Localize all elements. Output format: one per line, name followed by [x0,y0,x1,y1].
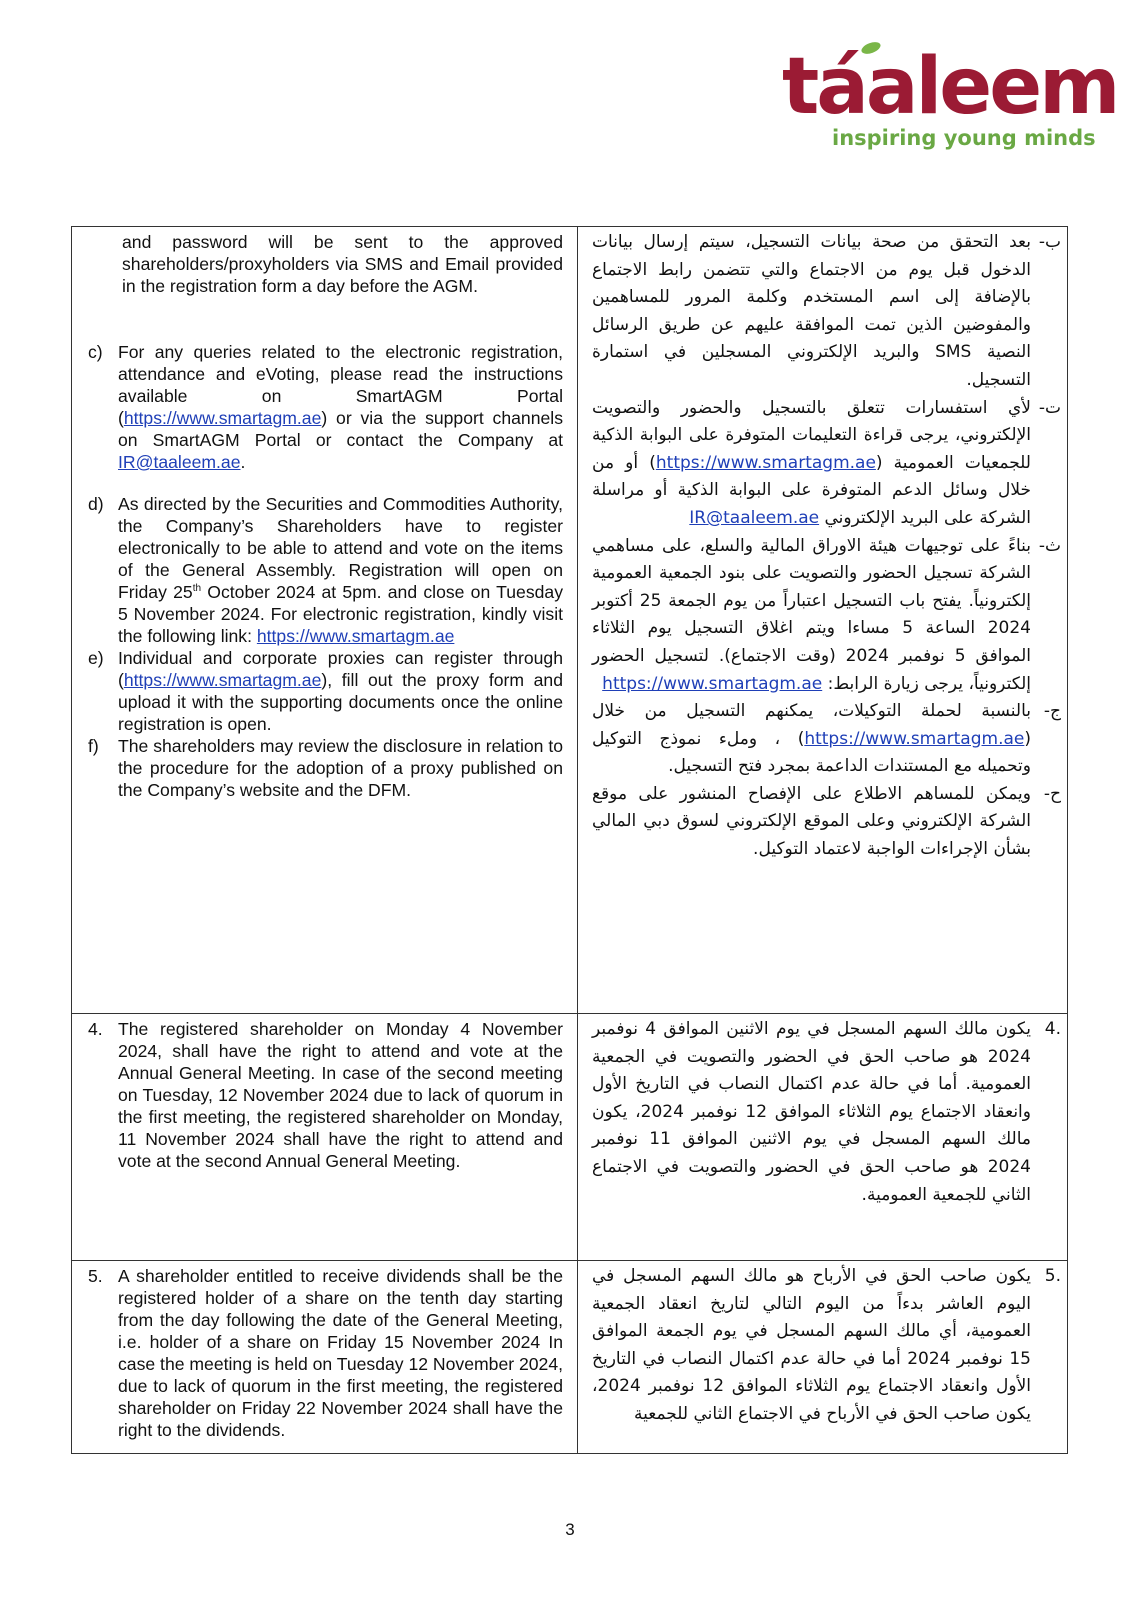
item-d [88,493,563,647]
item-label: 4. [88,1019,103,1039]
ir-email-link[interactable]: IR@taaleem.ae [118,452,241,472]
item-b-continuation: and password will be sent to the approved shareholders/proxyholders via SMS and Email provided in the registration form a day before the AGM. [122,232,563,296]
item-text: The registered shareholder on Monday 4 November 2024, shall have the right to attend and vote at the Annual General Meeting. In case of the second meeting on Tuesday, 12 November 2024 due to lack of quorum in the first meeting, the registered shareholder on Monday, 11 November 2024 shall have the right to attend and vote at the second Annual General Meeting. [118,1019,563,1171]
item-label: .4 [1044,1019,1061,1039]
item-text: . [240,452,246,472]
item-5 [88,1265,564,1441]
item-text: Individual and corporate proxies can register through ( [118,648,563,690]
item-label: 5. [88,1266,103,1286]
item-text: The shareholders may review the disclosure in relation to the procedure for the adoption of a proxy published on the Company’s website and the DFM. [118,736,563,800]
notice-table [71,226,1068,1454]
item-label: c) [88,342,103,362]
english-cell [72,227,578,1014]
item-text: ) ، وملء نموذج التوكيل وتحميله مع المستندات الداعمة بمجرد فتح التسجيل. [592,728,1031,777]
item-f [88,735,563,801]
item-label: ب- [1038,232,1061,252]
item-text: ) or via the support channels on SmartAGM Portal or contact the Company at [118,408,563,450]
item-label: ج- [1043,701,1061,722]
item-label: ح- [1043,783,1061,804]
smartagm-link[interactable]: https://www.smartagm.ae [655,452,876,473]
ar-item-b [592,229,1061,395]
smartagm-link[interactable]: https://www.smartagm.ae [123,408,322,428]
table-row [72,227,1068,1014]
item-text: بعد التحقق من صحة بيانات التسجيل، سيتم إرسال بيانات الدخول قبل يوم من الاجتماع والتي تتضمن رابط الاجتماع بالإضافة إلى اسم المستخدم وكلمة المرور للمساهمين والمفوضين الذين تمت الموافقة عليهم عن طريق الرسائل النصية SMS والبريد الإلكتروني المسجلين في استمارة التسجيل. [592,232,1031,390]
logo-wordmark: táaleem [782,42,1118,132]
smartagm-link[interactable]: https://www.smartagm.ae [256,626,455,646]
item-text: يكون مالك السهم المسجل في يوم الاثنين الموافق 4 نوفمبر 2024 هو صاحب الحق في الحضور والتصويت في الجمعية العمومية. أما في حالة عدم اكتمال النصاب في التاريخ الأول وانعقاد الاجتماع يوم الثلاثاء الموافق 12 نوفمبر 2024، يكون مالك السهم المسجل في يوم الاثنين الموافق 11 نوفمبر 2024 هو صاحب الحق في الحضور والتصويت في الاجتماع الثاني للجمعية العمومية. [592,1019,1031,1205]
item-text: لأي استفسارات تتعلق بالتسجيل والحضور والتصويت الإلكتروني، يرجى قراءة التعليمات المتوفرة على البوابة الذكية للجمعيات العمومية ( [592,397,1031,473]
item-4 [88,1018,563,1172]
smartagm-link[interactable]: https://www.smartagm.ae [602,673,823,694]
item-text: ), fill out the proxy form and upload it with the supporting documents once the online registration is open. [118,670,563,734]
ar-item-j [592,698,1061,781]
ar-item-t [592,395,1061,533]
page-number: 3 [565,1520,575,1539]
ar-item-h [592,781,1061,864]
item-text: As directed by the Securities and Commodities Authority, the Company’s Shareholders have to register electronically to be able to attend and vote on the items of the General Assembly. Registration will open on Friday 25 [118,494,563,602]
ar-item-4 [592,1016,1061,1209]
smartagm-link[interactable]: https://www.smartagm.ae [804,728,1025,749]
item-label: e) [88,648,104,668]
arabic-cell [578,1014,1068,1261]
taaleem-logo [770,40,1118,160]
item-text: ) أو من خلال وسائل الدعم المتوفرة على البوابة الذكية أو مراسلة الشركة على البريد الإلكتروني [592,452,1031,528]
item-text: For any queries related to the electronic registration, attendance and eVoting, please read the instructions available on SmartAGM Portal ( [118,342,563,428]
item-label: .5 [1044,1266,1061,1286]
item-label: d) [88,494,104,514]
item-text: بالنسبة لحملة التوكيلات، يمكنهم التسجيل من خلال ( [592,701,1031,749]
english-cell [72,1261,578,1454]
arabic-cell [578,227,1068,1014]
ar-item-5 [592,1263,1061,1429]
superscript: th [192,583,202,595]
item-label: f) [88,736,99,756]
item-c [88,341,563,473]
arabic-cell [578,1261,1068,1454]
item-text: October 2024 at 5pm. and close on Tuesday 5 November 2024. For electronic registration, kindly visit the following link: [118,582,563,646]
english-cell [72,1014,578,1261]
ar-item-th [592,533,1061,699]
item-label: ث- [1038,535,1061,556]
item-text: يكون صاحب الحق في الأرباح هو مالك السهم المسجل في اليوم العاشر بدءاً من اليوم التالي لتاريخ انعقاد الجمعية العمومية، أي مالك السهم المسجل في يوم الجمعة الموافق 15 نوفمبر 2024 أما في حالة عدم اكتمال النصاب في التاريخ الأول وانعقاد الاجتماع يوم الثلاثاء الموافق 12 نوفمبر 2024، يكون صاحب الحق في الأرباح في الاجتماع الثاني للجمعية [592,1266,1031,1424]
item-e [88,647,563,735]
item-text: A shareholder entitled to receive dividends shall be the registered holder of a share on the tenth day starting from the day following the date of the General Meeting, i.e. holder of a share on Friday 15 November 2024 In case the meeting is held on Tuesday 12 November 2024, due to lack of quorum in the first meeting, the registered shareholder on Friday 22 November 2024 shall have the right to the dividends. [118,1266,564,1440]
ir-email-link[interactable]: IR@taaleem.ae [689,507,820,528]
item-text: ويمكن للمساهم الاطلاع على الإفصاح المنشور على موقع الشركة الإلكتروني وعلى الموقع الإلكتروني لسوق دبي المالي بشأن الإجراءات الواجبة لاعتماد التوكيل. [592,783,1031,860]
item-label: ت- [1038,397,1061,418]
logo-tagline: inspiring young minds [832,126,1096,150]
item-text: بناءً على توجيهات هيئة الاوراق المالية والسلع، على مساهمي الشركة تسجيل الحضور والتصويت على بنود الجمعية العمومية إلكترونياً. يفتح باب التسجيل اعتباراً من يوم الجمعة 25 أكتوبر 2024 الساعة 5 مساءا ويتم اغلاق التسجيل يوم الثلاثاء الموافق 5 نوفمبر 2024 (وقت الاجتماع). لتسجيل الحضور إلكترونياً، يرجى زيارة الرابط: [592,535,1031,694]
table-row [72,1261,1068,1454]
smartagm-link[interactable]: https://www.smartagm.ae [123,670,322,690]
table-row [72,1014,1068,1261]
